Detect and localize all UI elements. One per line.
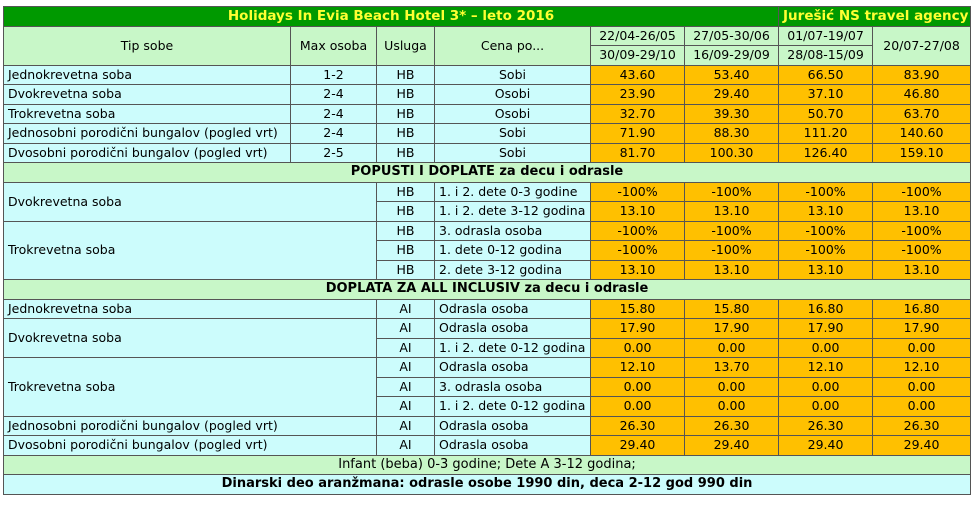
header-period-3-b: 28/08-15/09 — [779, 46, 873, 66]
price-cell: -100% — [591, 221, 685, 241]
table-title: Holidays In Evia Beach Hotel 3* – leto 2016 — [227, 8, 555, 25]
footer-dinar-note: Dinarski deo aranžmana: odrasle osobe 1990 din, deca 2-12 god 990 din — [4, 475, 971, 495]
service-type: HB — [377, 65, 435, 85]
group-room-name: Dvokrevetna soba — [4, 182, 377, 221]
price-cell: -100% — [873, 221, 971, 241]
header-price-per: Cena po... — [435, 26, 591, 65]
price-cell: -100% — [685, 241, 779, 261]
section-header-row — [4, 280, 971, 300]
price-cell: 0.00 — [873, 338, 971, 358]
price-table — [3, 6, 971, 495]
price-cell: 26.30 — [685, 416, 779, 436]
row-description: 1. i 2. dete 0-3 godine — [435, 182, 591, 202]
price-cell: -100% — [779, 182, 873, 202]
price-cell: 0.00 — [779, 397, 873, 417]
room-row — [4, 143, 971, 163]
room-name: Dvokrevetna soba — [4, 85, 291, 105]
row-description: 3. odrasla osoba — [435, 377, 591, 397]
table-row — [4, 358, 971, 378]
header-period-3-a: 01/07-19/07 — [779, 26, 873, 46]
price-cell: 39.30 — [685, 104, 779, 124]
price-cell: 0.00 — [591, 377, 685, 397]
price-cell: 13.10 — [685, 202, 779, 222]
group-room-name: Jednokrevetna soba — [4, 299, 377, 319]
price-per: Sobi — [435, 143, 591, 163]
price-cell: -100% — [873, 182, 971, 202]
price-cell: 23.90 — [591, 85, 685, 105]
service-type: HB — [377, 182, 435, 202]
price-cell: 0.00 — [873, 397, 971, 417]
header-room-type: Tip sobe — [4, 26, 291, 65]
header-max-persons: Max osoba — [291, 26, 377, 65]
service-type: AI — [377, 416, 435, 436]
row-description: 1. i 2. dete 0-12 godina — [435, 338, 591, 358]
price-cell: 88.30 — [685, 124, 779, 144]
price-cell: -100% — [591, 182, 685, 202]
price-cell: 12.10 — [779, 358, 873, 378]
price-cell: 29.40 — [685, 436, 779, 456]
section-title: DOPLATA ZA ALL INCLUSIV za decu i odrasle — [4, 280, 971, 300]
row-description: Odrasla osoba — [435, 436, 591, 456]
price-cell: 53.40 — [685, 65, 779, 85]
price-cell: 0.00 — [779, 338, 873, 358]
price-cell: 0.00 — [779, 377, 873, 397]
price-cell: 81.70 — [591, 143, 685, 163]
service-type: HB — [377, 85, 435, 105]
price-cell: 29.40 — [685, 85, 779, 105]
service-type: AI — [377, 377, 435, 397]
price-cell: -100% — [779, 241, 873, 261]
price-cell: 26.30 — [779, 416, 873, 436]
header-period-2-b: 16/09-29/09 — [685, 46, 779, 66]
max-persons: 2-4 — [291, 104, 377, 124]
row-description: Odrasla osoba — [435, 358, 591, 378]
section-title: POPUSTI I DOPLATE za decu i odrasle — [4, 163, 971, 183]
price-cell: 12.10 — [591, 358, 685, 378]
room-row — [4, 104, 971, 124]
service-type: AI — [377, 358, 435, 378]
row-description: 2. dete 3-12 godina — [435, 260, 591, 280]
price-cell: -100% — [873, 241, 971, 261]
price-cell: 16.80 — [779, 299, 873, 319]
service-type: AI — [377, 436, 435, 456]
price-cell: 37.10 — [779, 85, 873, 105]
table-row — [4, 319, 971, 339]
price-cell: -100% — [779, 221, 873, 241]
room-row — [4, 65, 971, 85]
row-description: 1. dete 0-12 godina — [435, 241, 591, 261]
row-description: 3. odrasla osoba — [435, 221, 591, 241]
price-per: Sobi — [435, 124, 591, 144]
header-period-1-b: 30/09-29/10 — [591, 46, 685, 66]
agency-name: Jurešić NS travel agency — [783, 8, 969, 25]
price-cell: 13.10 — [779, 260, 873, 280]
price-cell: 43.60 — [591, 65, 685, 85]
price-cell: 12.10 — [873, 358, 971, 378]
footer-age-note: Infant (beba) 0-3 godine; Dete A 3-12 godina; — [4, 455, 971, 475]
service-type: AI — [377, 397, 435, 417]
service-type: HB — [377, 202, 435, 222]
title-row — [4, 7, 971, 27]
table-row — [4, 182, 971, 202]
price-cell: -100% — [591, 241, 685, 261]
price-cell: 46.80 — [873, 85, 971, 105]
price-cell: 13.10 — [873, 260, 971, 280]
group-room-name: Dvokrevetna soba — [4, 319, 377, 358]
price-cell: 17.90 — [591, 319, 685, 339]
price-cell: 0.00 — [685, 377, 779, 397]
service-type: AI — [377, 319, 435, 339]
row-description: Odrasla osoba — [435, 299, 591, 319]
price-cell: 0.00 — [591, 397, 685, 417]
section-header-row — [4, 163, 971, 183]
group-room-name: Jednosobni porodični bungalov (pogled vrt) — [4, 416, 377, 436]
price-cell: 100.30 — [685, 143, 779, 163]
price-per: Sobi — [435, 65, 591, 85]
header-period-1-a: 22/04-26/05 — [591, 26, 685, 46]
row-description: Odrasla osoba — [435, 416, 591, 436]
group-room-name: Dvosobni porodični bungalov (pogled vrt) — [4, 436, 377, 456]
group-room-name: Trokrevetna soba — [4, 221, 377, 280]
service-type: HB — [377, 104, 435, 124]
max-persons: 2-4 — [291, 85, 377, 105]
price-cell: 0.00 — [685, 397, 779, 417]
group-room-name: Trokrevetna soba — [4, 358, 377, 417]
service-type: HB — [377, 143, 435, 163]
price-cell: 13.10 — [873, 202, 971, 222]
row-description: Odrasla osoba — [435, 319, 591, 339]
room-row — [4, 124, 971, 144]
price-cell: 26.30 — [591, 416, 685, 436]
price-cell: 126.40 — [779, 143, 873, 163]
price-cell: 26.30 — [873, 416, 971, 436]
price-cell: 83.90 — [873, 65, 971, 85]
price-cell: 29.40 — [591, 436, 685, 456]
header-row-1 — [4, 26, 971, 46]
price-cell: 159.10 — [873, 143, 971, 163]
service-type: HB — [377, 260, 435, 280]
price-cell: 13.10 — [591, 260, 685, 280]
service-type: HB — [377, 241, 435, 261]
price-cell: 32.70 — [591, 104, 685, 124]
service-type: HB — [377, 124, 435, 144]
price-cell: 16.80 — [873, 299, 971, 319]
price-cell: 29.40 — [779, 436, 873, 456]
service-type: AI — [377, 299, 435, 319]
price-cell: 13.70 — [685, 358, 779, 378]
row-description: 1. i 2. dete 3-12 godina — [435, 202, 591, 222]
price-cell: 111.20 — [779, 124, 873, 144]
footer-row — [4, 475, 971, 495]
price-cell: 0.00 — [591, 338, 685, 358]
price-cell: 29.40 — [873, 436, 971, 456]
service-type: HB — [377, 221, 435, 241]
price-cell: 0.00 — [685, 338, 779, 358]
header-period-2-a: 27/05-30/06 — [685, 26, 779, 46]
footer-row — [4, 455, 971, 475]
table-row — [4, 221, 971, 241]
table-row — [4, 416, 971, 436]
table-row — [4, 436, 971, 456]
header-period-4: 20/07-27/08 — [873, 26, 971, 65]
price-cell: 13.10 — [685, 260, 779, 280]
price-per: Osobi — [435, 104, 591, 124]
price-cell: 13.10 — [591, 202, 685, 222]
price-cell: 15.80 — [685, 299, 779, 319]
room-name: Jednokrevetna soba — [4, 65, 291, 85]
price-cell: 63.70 — [873, 104, 971, 124]
price-cell: -100% — [685, 182, 779, 202]
price-cell: 17.90 — [779, 319, 873, 339]
price-cell: 17.90 — [685, 319, 779, 339]
room-name: Jednosobni porodični bungalov (pogled vrt) — [4, 124, 291, 144]
price-cell: 15.80 — [591, 299, 685, 319]
price-cell: 66.50 — [779, 65, 873, 85]
max-persons: 2-5 — [291, 143, 377, 163]
price-cell: 71.90 — [591, 124, 685, 144]
max-persons: 2-4 — [291, 124, 377, 144]
room-name: Trokrevetna soba — [4, 104, 291, 124]
price-cell: 50.70 — [779, 104, 873, 124]
price-cell: 0.00 — [873, 377, 971, 397]
table-row — [4, 299, 971, 319]
price-cell: 140.60 — [873, 124, 971, 144]
service-type: AI — [377, 338, 435, 358]
row-description: 1. i 2. dete 0-12 godina — [435, 397, 591, 417]
max-persons: 1-2 — [291, 65, 377, 85]
price-cell: 17.90 — [873, 319, 971, 339]
room-row — [4, 85, 971, 105]
room-name: Dvosobni porodični bungalov (pogled vrt) — [4, 143, 291, 163]
price-cell: -100% — [685, 221, 779, 241]
header-service: Usluga — [377, 26, 435, 65]
price-per: Osobi — [435, 85, 591, 105]
price-cell: 13.10 — [779, 202, 873, 222]
